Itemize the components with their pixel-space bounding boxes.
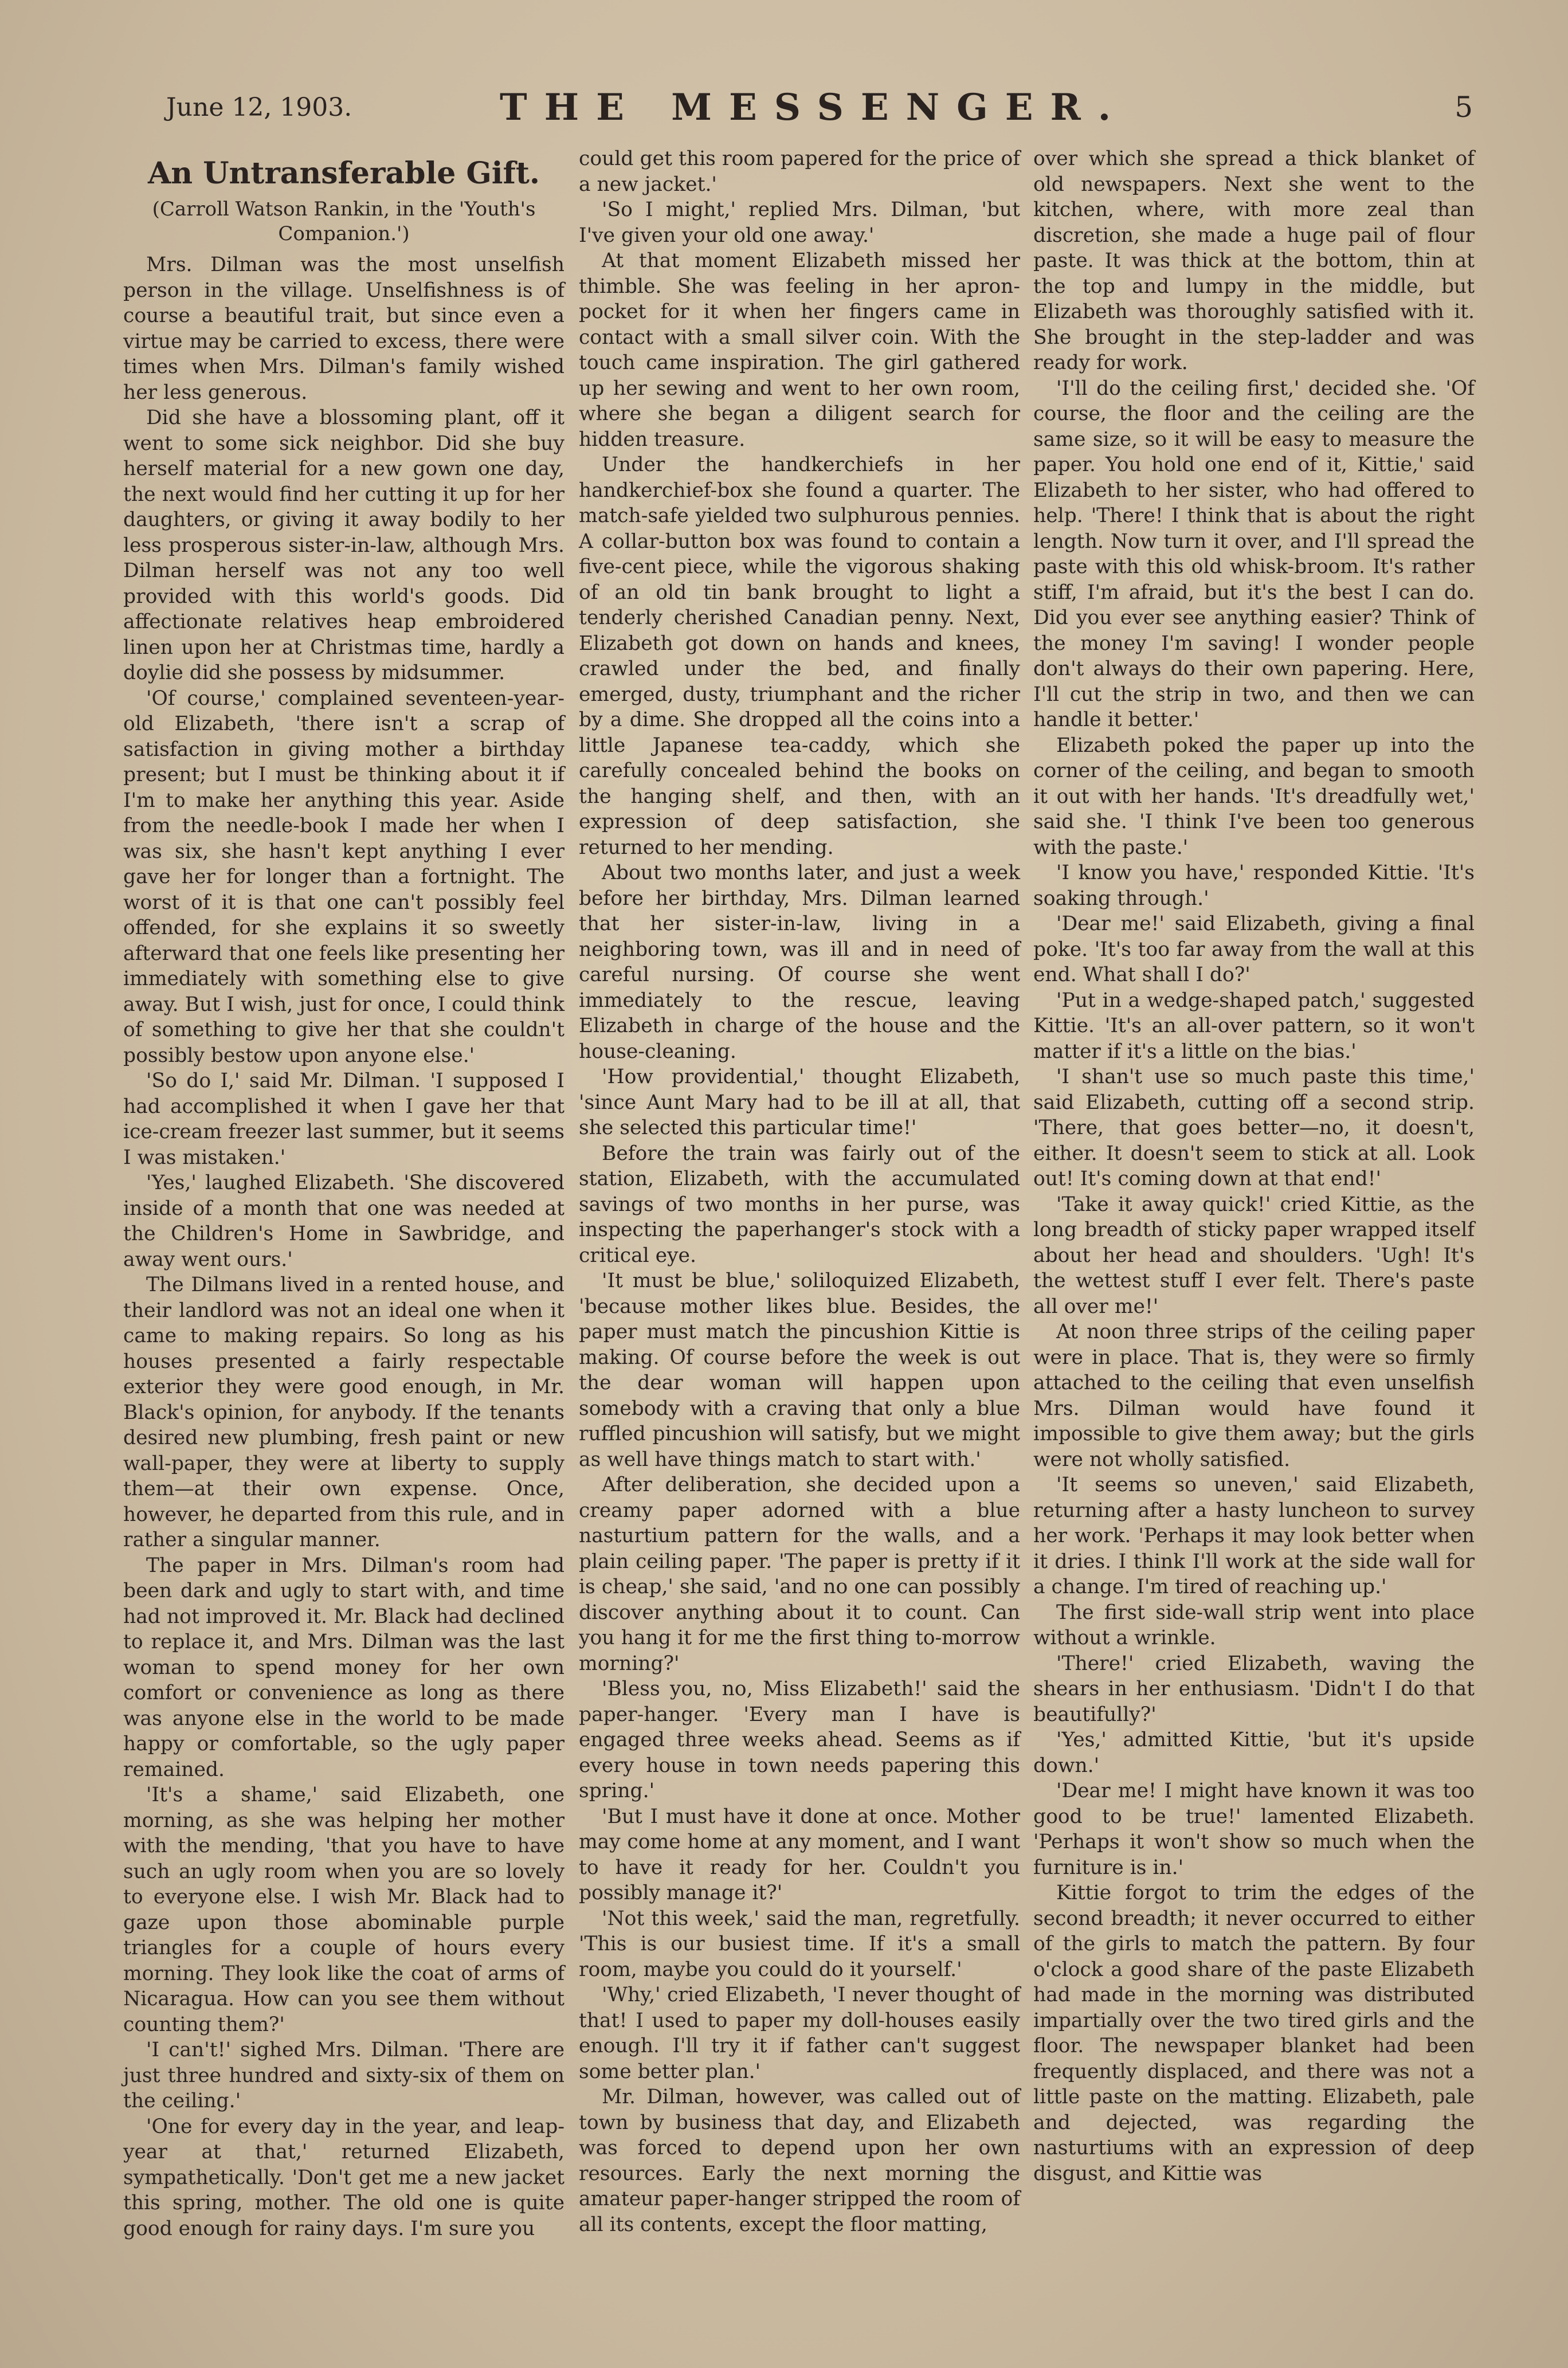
paragraph: 'Dear me! I might have known it was too good to be true!' lamented Elizabeth. 'Perhaps it won't show so much when the furniture is in.' — [1033, 1779, 1475, 1879]
paragraph: About two months later, and just a week before her birthday, Mrs. Dilman learned that her sister-in-law, living in a neighboring town, was ill and in need of careful nursing. Of course she went immediately to the rescue, leaving Elizabeth in charge of the house and the house-cleaning. — [579, 861, 1020, 1063]
paragraph: 'Bless you, no, Miss Elizabeth!' said the paper-hanger. 'Every man I have is engaged three weeks ahead. Seems as if every house in town needs papering this spring.' — [579, 1677, 1020, 1802]
paragraph: Mrs. Dilman was the most unselfish person in the village. Unselfishness is of course a beautiful trait, but since even a virtue may be carried to excess, there were times when Mrs. Dilman's family wished her less generous. — [123, 253, 565, 404]
paragraph: 'It must be blue,' soliloquized Elizabeth, 'because mother likes blue. Besides, the paper must match the pincushion Kittie is making. Of course before the week is out the dear woman will happen upon somebody with a craving that only a blue ruffled pincushion will satisfy, but we might as well have things match to start with.' — [579, 1269, 1020, 1471]
paragraph: 'Why,' cried Elizabeth, 'I never thought of that! I used to paper my doll-houses easily enough. I'll try it if father can't suggest some better plan.' — [579, 1983, 1020, 2083]
page-number: 5 — [1455, 91, 1473, 124]
paragraph: The Dilmans lived in a rented house, and their landlord was not an ideal one when it came to making repairs. So long as his houses presented a fairly respectable exterior they were good enough, in Mr. Black's opinion, for anybody. If the tenants desired new plumbing, fresh paint or new wall-paper, they were at liberty to supply them—at their own expense. Once, however, he departed from this rule, and in rather a singular manner. — [123, 1273, 565, 1551]
paragraph: 'I can't!' sighed Mrs. Dilman. 'There are just three hundred and sixty-six of them on the ceiling.' — [123, 2038, 565, 2112]
paragraph: 'It seems so uneven,' said Elizabeth, returning after a hasty luncheon to survey her work. 'Perhaps it may look better when it dries. I think I'll work at the side wall for a change. I'm tired of reaching up.' — [1033, 1473, 1475, 1598]
paragraph: 'I'll do the ceiling first,' decided she. 'Of course, the floor and the ceiling are the same size, so it will be easy to measure the paper. You hold one end of it, Kittie,' said Elizabeth to her sister, who had offered to help. 'There! I think that is about the right length. Now turn it over, and I'll spread the paste with this old whisk-broom. It's rather stiff, I'm afraid, but it's the best I can do. Did you ever see anything easier? Think of the money I'm saving! I wonder people don't always do their own papering. Here, I'll cut the strip in two, and then we can handle it better.' — [1033, 377, 1475, 731]
paragraph: 'There!' cried Elizabeth, waving the shears in her enthusiasm. 'Didn't I do that beautifully?' — [1033, 1652, 1475, 1726]
paragraph: over which she spread a thick blanket of old newspapers. Next she went to the kitchen, where, with more zeal than discretion, she made a huge pail of flour paste. It was thick at the bottom, thin at the top and lumpy in the middle, but Elizabeth was thoroughly satisfied with it. She brought in the step-ladder and was ready for work. — [1033, 147, 1475, 374]
article-credit: (Carroll Watson Rankin, in the 'Youth's Companion.') — [152, 198, 536, 245]
paragraph: 'So do I,' said Mr. Dilman. 'I supposed I had accomplished it when I gave her that ice-cream freezer last summer, but it seems I was mistaken.' — [123, 1069, 565, 1169]
paragraph: Under the handkerchiefs in her handkerchief-box she found a quarter. The match-safe yielded two sulphurous pennies. A collar-button box was found to contain a five-cent piece, while the vigorous shaking of an old tin bank brought to light a tenderly cherished Canadian penny. Next, Elizabeth got down on hands and knees, crawled under the bed, and finally emerged, dusty, triumphant and the richer by a dime. She dropped all the coins into a little Japanese tea-caddy, which she carefully concealed behind the books on the hanging shelf, and then, with an expression of deep satisfaction, she returned to her mending. — [579, 453, 1020, 859]
paragraph: 'Dear me!' said Elizabeth, giving a final poke. 'It's too far away from the wall at this end. What shall I do?' — [1033, 912, 1475, 986]
paragraph: 'So I might,' replied Mrs. Dilman, 'but I've given your old one away.' — [579, 198, 1020, 247]
paragraph: The paper in Mrs. Dilman's room had been dark and ugly to start with, and time had not improved it. Mr. Black had declined to replace it, and Mrs. Dilman was the last woman to spend money for her own comfort or convenience as long as there was anyone else in the world to be made happy or comfortable, so the ugly paper remained. — [123, 1554, 565, 1781]
masthead — [155, 86, 1473, 138]
paragraph: Kittie forgot to trim the edges of the second breadth; it never occurred to either of the girls to match the pattern. By four o'clock a good share of the paste Elizabeth had made in the morning was distributed impartially over the two tired girls and the floor. The newspaper blanket had been frequently displaced, and there was not a little paste on the matting. Elizabeth, pale and dejected, was regarding the nasturtiums with an expression of deep disgust, and Kittie was — [1033, 1881, 1475, 2185]
paragraph: Mr. Dilman, however, was called out of town by business that day, and Elizabeth was forced to depend upon her own resources. Early the next morning the amateur paper-hanger stripped the room of all its contents, except the floor matting, — [579, 2085, 1020, 2236]
paragraph: 'Yes,' laughed Elizabeth. 'She discovered inside of a month that one was needed at the Children's Home in Sawbridge, and away went ours.' — [123, 1171, 565, 1271]
paragraph: 'Of course,' complained seventeen-year-old Elizabeth, 'there isn't a scrap of satisfaction in giving mother a birthday present; but I must be thinking about it if I'm to make her anything this year. Aside from the needle-book I made her when I was six, she hasn't kept anything I ever gave her for longer than a fortnight. The worst of it is that one can't possibly feel offended, for she explains it so sweetly afterward that one feels like presenting her immediately with something else to give away. But I wish, just for once, I could think of something to give her that she couldn't possibly bestow upon anyone else.' — [123, 687, 565, 1067]
paragraph: At noon three strips of the ceiling paper were in place. That is, they were so firmly attached to the ceiling that even unselfish Mrs. Dilman would have found it impossible to give them away; but the girls were not wholly satisfied. — [1033, 1320, 1475, 1471]
paragraph: 'But I must have it done at once. Mother may come home at any moment, and I want to have it ready for her. Couldn't you possibly manage it?' — [579, 1805, 1020, 1904]
paragraph: The first side-wall strip went into place without a wrinkle. — [1033, 1601, 1475, 1649]
paragraph: Before the train was fairly out of the station, Elizabeth, with the accumulated savings of two months in her purse, was inspecting the paperhanger's stock with a critical eye. — [579, 1142, 1020, 1267]
paragraph: 'Take it away quick!' cried Kittie, as the long breadth of sticky paper wrapped itself about her head and shoulders. 'Ugh! It's the wettest stuff I ever felt. There's paste all over me!' — [1033, 1193, 1475, 1318]
article-headline: An Untransferable Gift. — [147, 156, 540, 191]
paragraph: After deliberation, she decided upon a creamy paper adorned with a blue nasturtium pattern for the walls, and a plain ceiling paper. 'The paper is pretty if it is cheap,' she said, 'and no one can possibly discover anything about it to count. Can you hang it for me the first thing to-morrow morning?' — [579, 1473, 1020, 1675]
paragraph: 'How providential,' thought Elizabeth, 'since Aunt Mary had to be ill at all, that she selected this particular time!' — [579, 1065, 1020, 1139]
paragraph: 'Not this week,' said the man, regretfully. 'This is our busiest time. If it's a small room, maybe you could do it yourself.' — [579, 1907, 1020, 1981]
paragraph: 'I shan't use so much paste this time,' said Elizabeth, cutting off a second strip. 'There, that goes better—no, it doesn't, either. It doesn't seem to stick at all. Look out! It's coming down at that end!' — [1033, 1065, 1475, 1190]
issue-date: June 12, 1903. — [166, 93, 352, 122]
paragraph: 'Put in a wedge-shaped patch,' suggested Kittie. 'It's an all-over pattern, so it won't matter if it's a little on the bias.' — [1033, 989, 1475, 1063]
paragraph: At that moment Elizabeth missed her thimble. She was feeling in her apron-pocket for it when her fingers came in contact with a small silver coin. With the touch came inspiration. The girl gathered up her sewing and went to her own room, where she began a diligent search for hidden treasure. — [579, 249, 1020, 451]
paragraph: 'I know you have,' responded Kittie. 'It's soaking through.' — [1033, 861, 1475, 910]
paragraph: 'One for every day in the year, and leap-year at that,' returned Elizabeth, sympathetically. 'Don't get me a new jacket this spring, mother. The old one is quite good enough for rainy days. I'm sure you — [123, 2115, 565, 2240]
paragraph: could get this room papered for the price of a new jacket.' — [579, 147, 1020, 196]
paragraph: 'Yes,' admitted Kittie, 'but it's upside down.' — [1033, 1728, 1475, 1777]
paragraph: 'It's a shame,' said Elizabeth, one morning, as she was helping her mother with the mending, 'that you have to have such an ugly room when you are so lovely to everyone else. I wish Mr. Black had to gaze upon those abominable purple triangles for a couple of hours every morning. They look like the coat of arms of Nicaragua. How can you see them without counting them?' — [123, 1783, 565, 2036]
paragraph: Elizabeth poked the paper up into the corner of the ceiling, and began to smooth it out with her hands. 'It's dreadfully wet,' said she. 'I think I've been too generous with the paste.' — [1033, 734, 1475, 859]
article-column-2 — [579, 146, 1020, 2237]
publication-title: THE MESSENGER. — [500, 86, 1128, 129]
article-column-1 — [123, 155, 565, 2241]
article-column-3 — [1033, 146, 1475, 2186]
paragraph: Did she have a blossoming plant, off it went to some sick neighbor. Did she buy herself material for a new gown one day, the next would find her cutting it up for her daughters, or giving it away bodily to her less prosperous sister-in-law, although Mrs. Dilman herself was not any too well provided with this world's goods. Did affectionate relatives heap embroidered linen upon her at Christmas time, hardly a doylie did she possess by midsummer. — [123, 406, 565, 684]
